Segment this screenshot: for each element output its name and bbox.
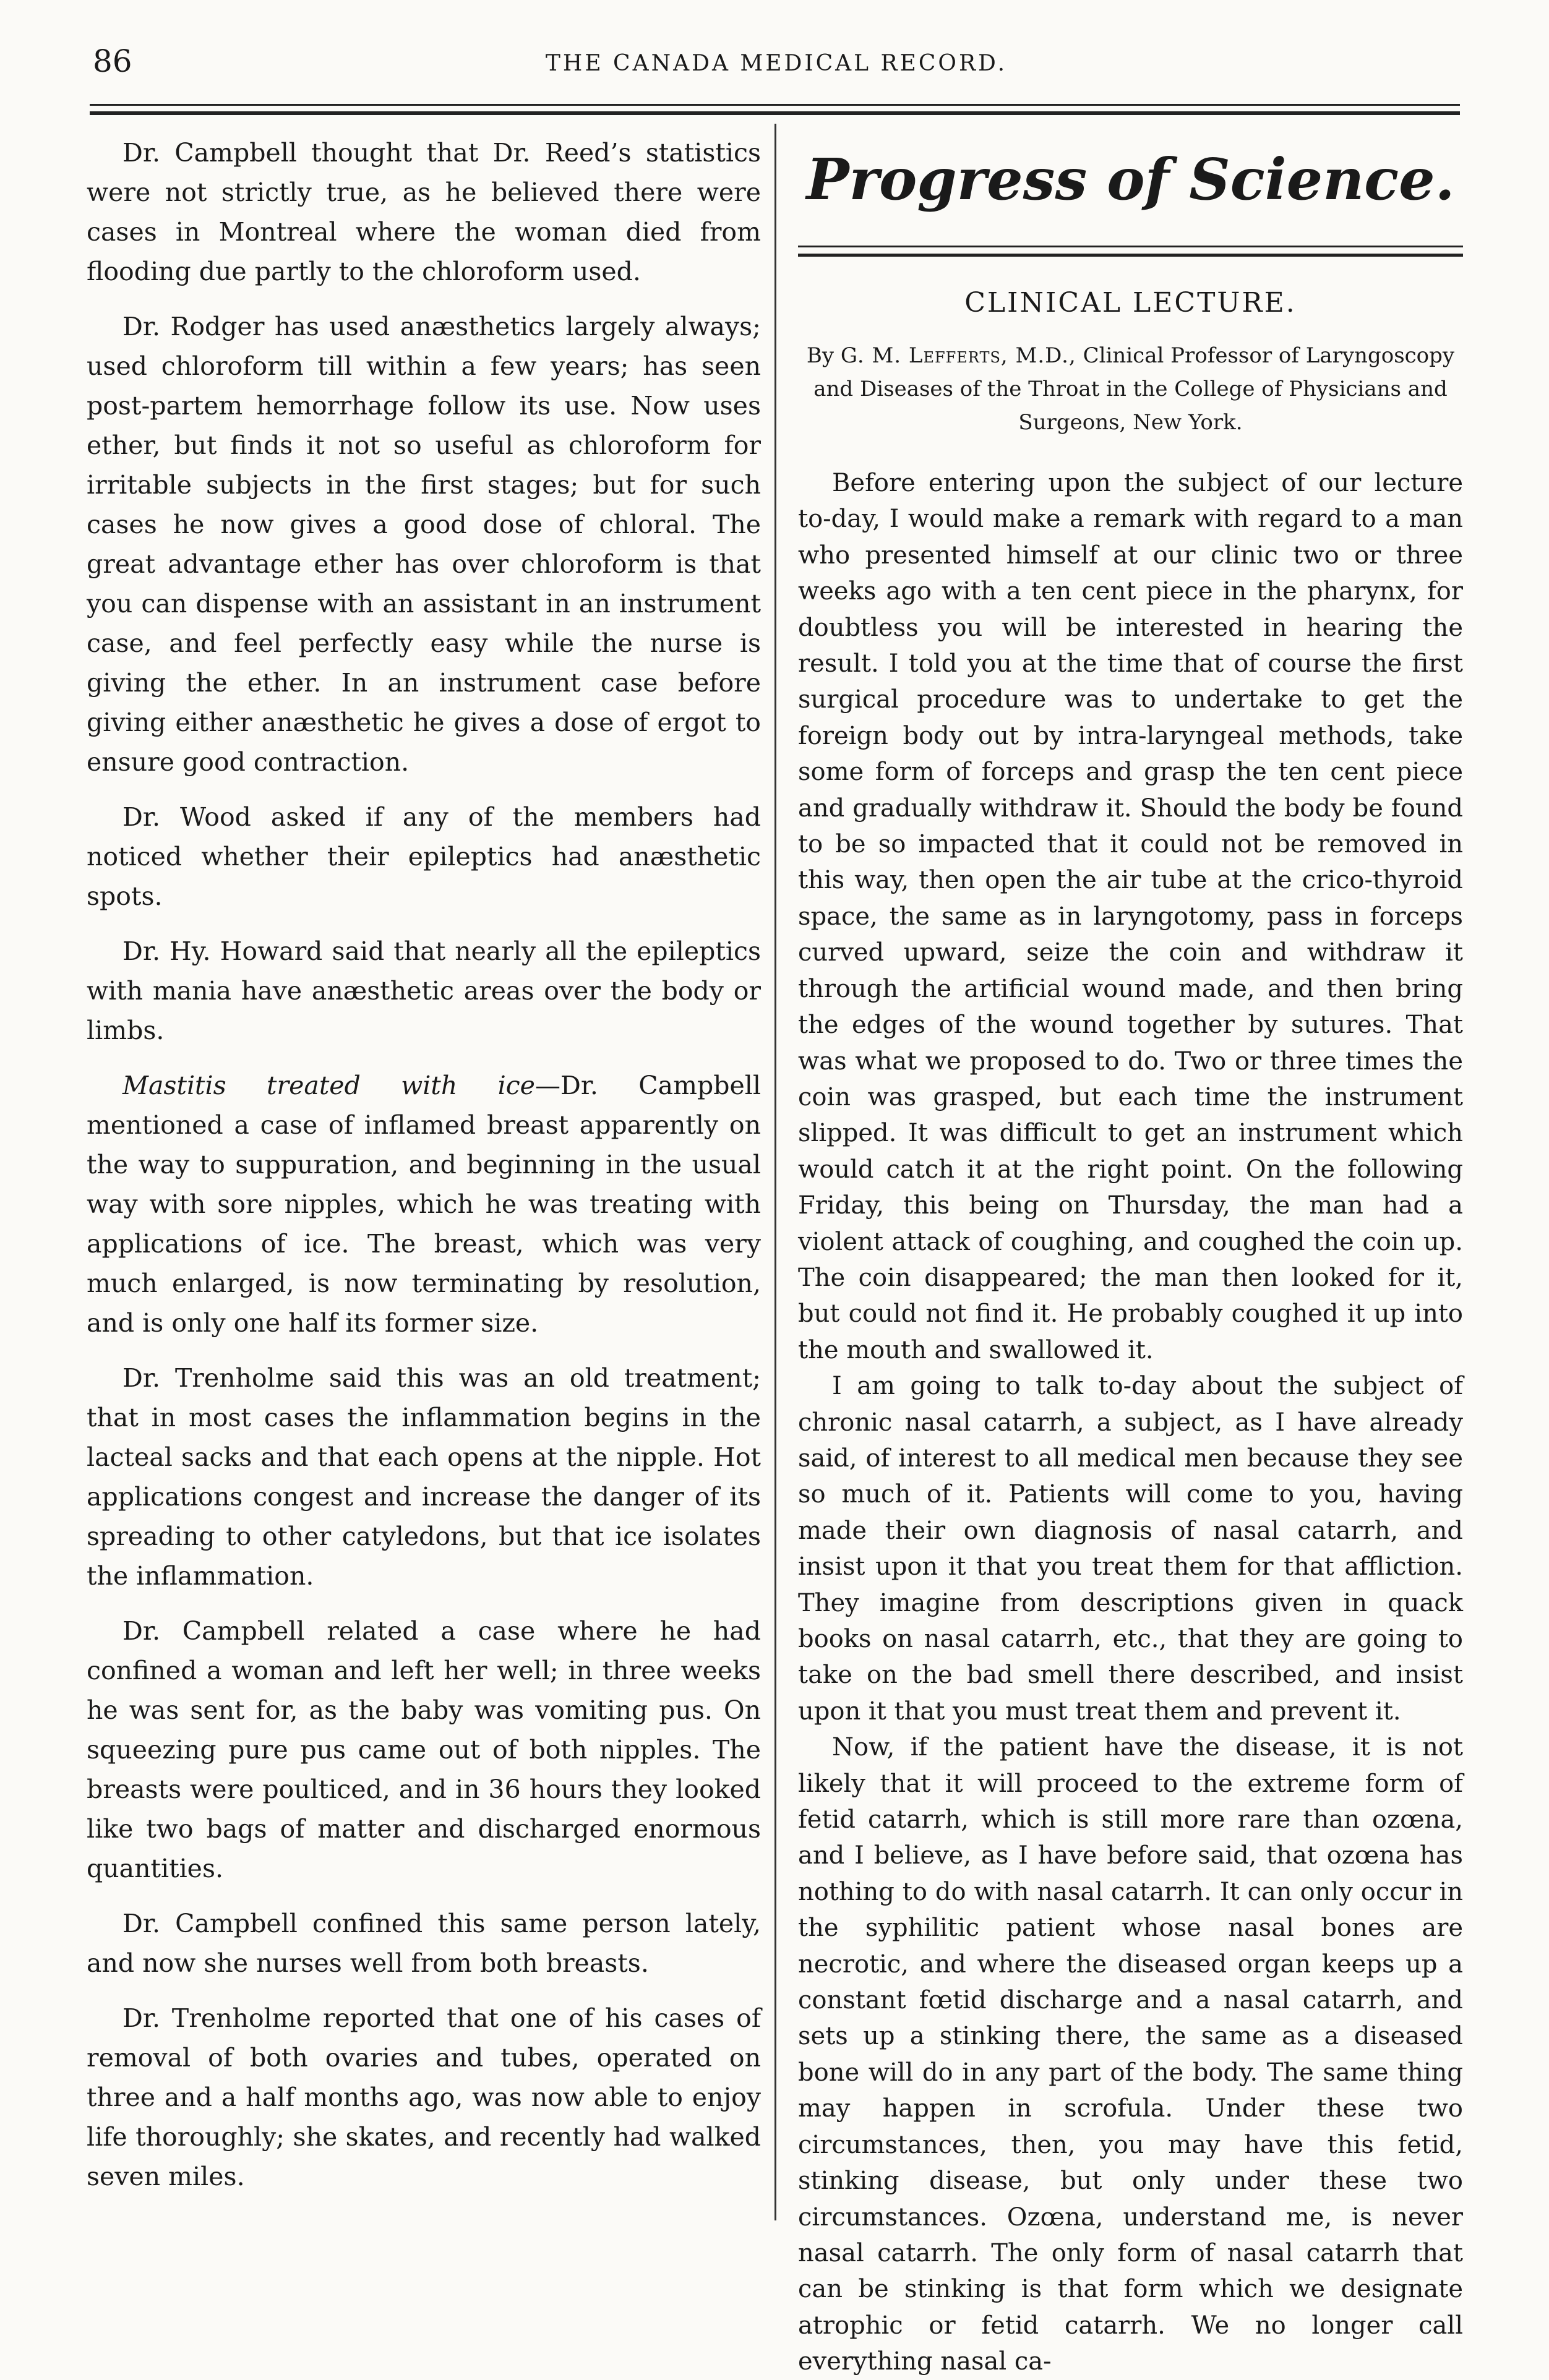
paragraph: Before entering upon the subject of our lecture to-day, I would make a remark with regard to a man who presented himself at our clinic two or three weeks ago with a ten cent piece in the pharynx, for doubtless you will be interested in hearing the result. I told you at the time that of course the first surgical procedure was to undertake to get the foreign body out by intra-laryngeal methods, take some form of forceps and grasp the ten cent piece and gradually withdraw it. Should the body be found to be so impacted that it could not be removed in this way, then open the air tube at the crico-thyroid space, the same as in laryngotomy, pass in forceps curved upward, seize the coin and withdraw it through the artificial wound made, and then bring the edges of the wound together by sutures. That was what we proposed to do. Two or three times the coin was grasped, but each time the instrument slipped. It was difficult to get an instrument which would catch it at the right point. On the following Friday, this being on Thursday, the man had a violent attack of coughing, and coughed the coin up. The coin disappeared; the man then looked for it, but could not find it. He probably coughed it up into the mouth and swallowed it. bbox=[798, 469, 1463, 1364]
header-rule-thick bbox=[90, 111, 1460, 115]
byline-prefix: By bbox=[806, 343, 835, 368]
page-header bbox=[93, 43, 1460, 93]
paragraph: Dr. Campbell thought that Dr. Reed’s statistics were not strictly true, as he believed there were cases in Montreal where the woman died from flooding due partly to the chloroform used. bbox=[87, 138, 761, 286]
paragraph: I am going to talk to-day about the subject of chronic nasal catarrh, a subject, as I have already said, of interest to all medical men because they see so much of it. Patients will come to you, having made their own diagnosis of nasal catarrh, and insist upon it that you treat them for that affliction. They imagine from descriptions given in quack books on nasal catarrh, etc., that they are going to take on the bad smell there described, and insist upon it that you must treat them and prevent it. bbox=[798, 1372, 1463, 1726]
header-rule-thin bbox=[90, 104, 1460, 106]
paragraph: Dr. Campbell confined this same person lately, and now she nurses well from both breasts. bbox=[87, 1909, 761, 1978]
paragraph: Dr. Hy. Howard said that nearly all the epileptics with mania have anæsthetic areas over the body or limbs. bbox=[87, 936, 761, 1045]
paragraph: Dr. Campbell related a case where he had confined a woman and left her well; in three weeks he was sent for, as the baby was vomiting pus. On squeezing pure pus came out of both nipples. The breasts were poulticed, and in 36 hours they looked like two bags of matter and discharged enormous quantities. bbox=[87, 1616, 761, 1883]
paragraph: Now, if the patient have the disease, it is not likely that it will proceed to the extreme form of fetid catarrh, which is still more rare than ozœna, and I believe, as I have before said, that ozœna has nothing to do with nasal catarrh. It can only occur in the syphilitic patient whose nasal bones are necrotic, and where the diseased organ keeps up a constant fœtid discharge and a nasal catarrh, and sets up a stinking there, the same as a diseased bone will do in any part of the body. The same thing may happen in scrofula. Under these two circumstances, then, you may have this fetid, stinking disease, but only under these two circumstances. Ozœna, understand me, is never nasal catarrh. The only form of nasal catarrh that can be stinking is that form which we designate atrophic or fetid catarrh. We no longer call everything nasal ca- bbox=[798, 1733, 1463, 2376]
byline-author: G. M. Lefferts, M.D., bbox=[840, 343, 1076, 368]
lecture-title: CLINICAL LECTURE. bbox=[964, 287, 1297, 319]
column-divider bbox=[774, 124, 776, 2220]
paragraph: Dr. Trenholme said this was an old treatment; that in most cases the inflammation begins in the lacteal sacks and that each opens at the nipple. Hot applications congest and increase the danger of its spreading to other catyledons, but that ice isolates the inflammation. bbox=[87, 1363, 761, 1591]
right-column bbox=[798, 133, 1463, 2380]
paragraph: Dr. Wood asked if any of the members had noticed whether their epileptics had anæsthetic spots. bbox=[87, 802, 761, 911]
paragraph: Dr. Trenholme reported that one of his cases of removal of both ovaries and tubes, operated on three and a half months ago, was now able to enjoy life thoroughly; she skates, and recently had walked seven miles. bbox=[87, 2003, 761, 2191]
running-title: THE CANADA MEDICAL RECORD. bbox=[545, 51, 1008, 76]
byline bbox=[798, 339, 1463, 439]
mastitis-paragraph bbox=[87, 1066, 761, 1343]
page-number: 86 bbox=[93, 43, 132, 79]
section-heading: Progress of Science. bbox=[806, 146, 1455, 213]
mastitis-heading: Mastitis treated with ice bbox=[122, 1071, 535, 1100]
mastitis-text: —Dr. Campbell mentioned a case of inflamed breast apparently on the way to suppuration, and beginning in the usual way with sore nipples, which he was treating with applications of ice. The breast, which was very much enlarged, is now terminating by resolution, and is only one half its former size. bbox=[87, 1071, 761, 1338]
left-column bbox=[87, 133, 761, 2196]
paragraph: Dr. Rodger has used anæsthetics largely always; used chloroform till within a few years; has seen post-partem hemorrhage follow its use. Now uses ether, but finds it not so useful as chloroform for irritable subjects in the first stages; but for such cases he now gives a good dose of chloral. The great advantage ether has over chloroform is that you can dispense with an assistant in an instrument case, and feel perfectly easy while the nurse is giving the ether. In an instrument case before giving either anæsthetic he gives a dose of ergot to ensure good contraction. bbox=[87, 312, 761, 777]
section-rule-thin bbox=[798, 246, 1463, 247]
section-rule-thick bbox=[798, 254, 1463, 257]
byline-affiliation: Clinical Professor of Laryngoscopy and Diseases of the Throat in the College of Physicians and Surgeons, New York. bbox=[813, 343, 1455, 435]
